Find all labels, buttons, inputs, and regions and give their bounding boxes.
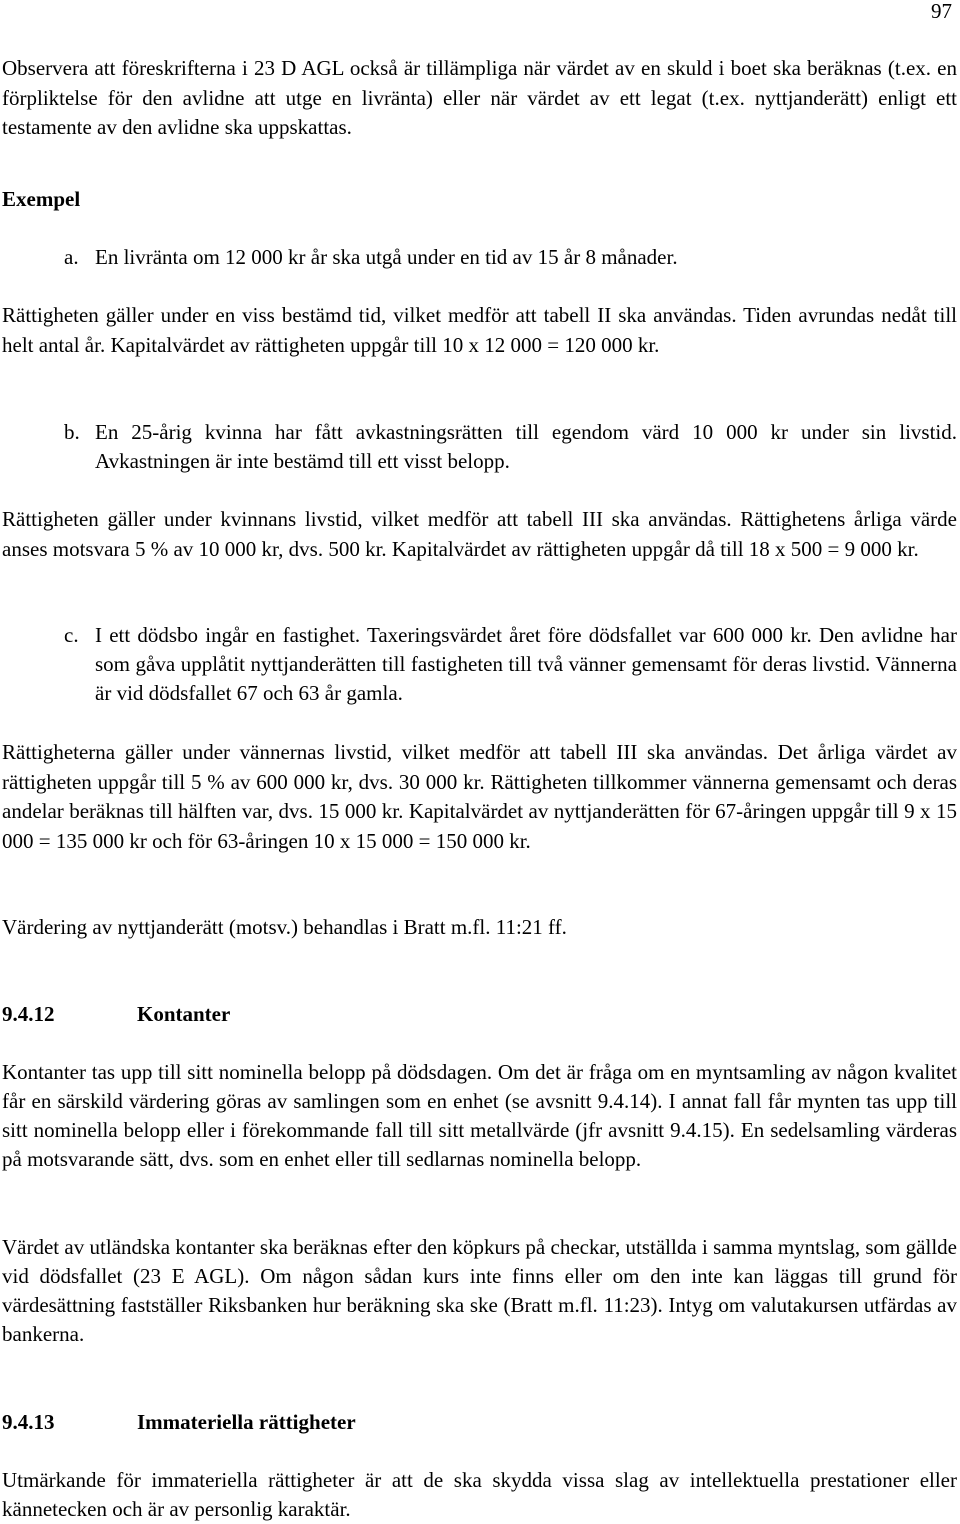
example-a-marker: a. (64, 245, 79, 269)
intro-paragraph: Observera att föreskrifterna i 23 D AGL också är tillämpliga när värdet av en skuld i boet ska beräknas (t.ex. en förpliktelse för den avlidne att utge en livränta) eller när värdet av ett legat (t.ex. nyttjanderätt) enligt ett testamente av den avlidne ska uppskattas. (2, 56, 957, 139)
example-a (2, 243, 957, 272)
cash-paragraph-2: Värdet av utländska kontanter ska beräknas efter den köpkurs på checkar, utställda i samma myntslag, som gällde vid dödsfallet (23 E AGL). Om någon sådan kurs inte finns eller om den inte kan läggas till grund för värdesättning fastställer Riksbanken hur beräkning ska ske (Bratt m.fl. 11:23). Intyg om valutakursen utfärdas av bankerna. (2, 1235, 957, 1346)
section-title: Kontanter (137, 1002, 231, 1026)
example-c (2, 621, 957, 708)
example-a-text: En livränta om 12 000 kr år ska utgå under en tid av 15 år 8 månader. (95, 245, 678, 269)
intangible-paragraph-1: Utmärkande för immateriella rättigheter är att de ska skydda vissa slag av intellektuella prestationer eller kännetecken och är av personlig karaktär. (2, 1468, 957, 1521)
example-a-explanation: Rättigheten gäller under en viss bestämd tid, vilket medför att tabell II ska användas. Tiden avrundas nedåt till helt antal år. Kapitalvärdet av rättigheten uppgår till 10 x 12 000 = 120 000 kr. (2, 303, 957, 357)
example-c-explanation: Rättigheterna gäller under vännernas livstid, vilket medför att tabell III ska användas. Det årliga värdet av rättigheten uppgår till 5 % av 600 000 kr, dvs. 30 000 kr. Rättigheten tillkommer vännerna gemensamt och deras andelar beräknas till hälften var, dvs. 15 000 kr. Kapitalvärdet av nyttjanderätten för 67-åringen uppgår till 9 x 15 000 = 135 000 kr och för 63-åringen 10 x 15 000 = 150 000 kr. (2, 740, 957, 853)
section-heading-9-4-13 (2, 1408, 356, 1437)
example-b-marker: b. (64, 420, 80, 444)
cash-paragraph-1: Kontanter tas upp till sitt nominella belopp på dödsdagen. Om det är fråga om en myntsamling av någon kvalitet får en särskild värdering göras av samlingen som en enhet (se avsnitt 9.4.14). I annat fall får mynten tas upp till sitt nominella belopp eller i förekommande fall till sitt metallvärde (jfr avsnitt 9.4.15). En sedelsamling värderas på motsvarande sätt, dvs. som en enhet eller till sedlarnas nominella belopp. (2, 1060, 957, 1171)
example-b-explanation: Rättigheten gäller under kvinnans livstid, vilket medför att tabell III ska användas. Rättighetens årliga värde anses motsvara 5 % av 10 000 kr, dvs. 500 kr. Kapitalvärdet av rättigheten uppgår då till 18 x 500 = 9 000 kr. (2, 507, 957, 561)
section-number: 9.4.13 (2, 1410, 55, 1434)
example-c-text: I ett dödsbo ingår en fastighet. Taxeringsvärdet året före dödsfallet var 600 000 kr. Den avlidne har som gåva upplåtit nyttjanderätten till fastigheten till två vänner gemensamt för deras livstid. Vännerna är vid dödsfallet 67 och 63 år gamla. (95, 623, 957, 705)
page-number: 97 (931, 0, 952, 23)
example-heading: Exempel (2, 187, 81, 211)
example-b (2, 418, 957, 476)
section-heading-9-4-12 (2, 1000, 230, 1029)
example-b-text: En 25-årig kvinna har fått avkastningsrätten till egendom värd 10 000 kr under sin livstid. Avkastningen är inte bestämd till ett visst belopp. (95, 420, 957, 473)
example-c-marker: c. (64, 623, 79, 647)
section-title: Immateriella rättigheter (137, 1410, 356, 1434)
section-number: 9.4.12 (2, 1002, 55, 1026)
valuation-note: Värdering av nyttjanderätt (motsv.) behandlas i Bratt m.fl. 11:21 ff. (2, 915, 567, 939)
